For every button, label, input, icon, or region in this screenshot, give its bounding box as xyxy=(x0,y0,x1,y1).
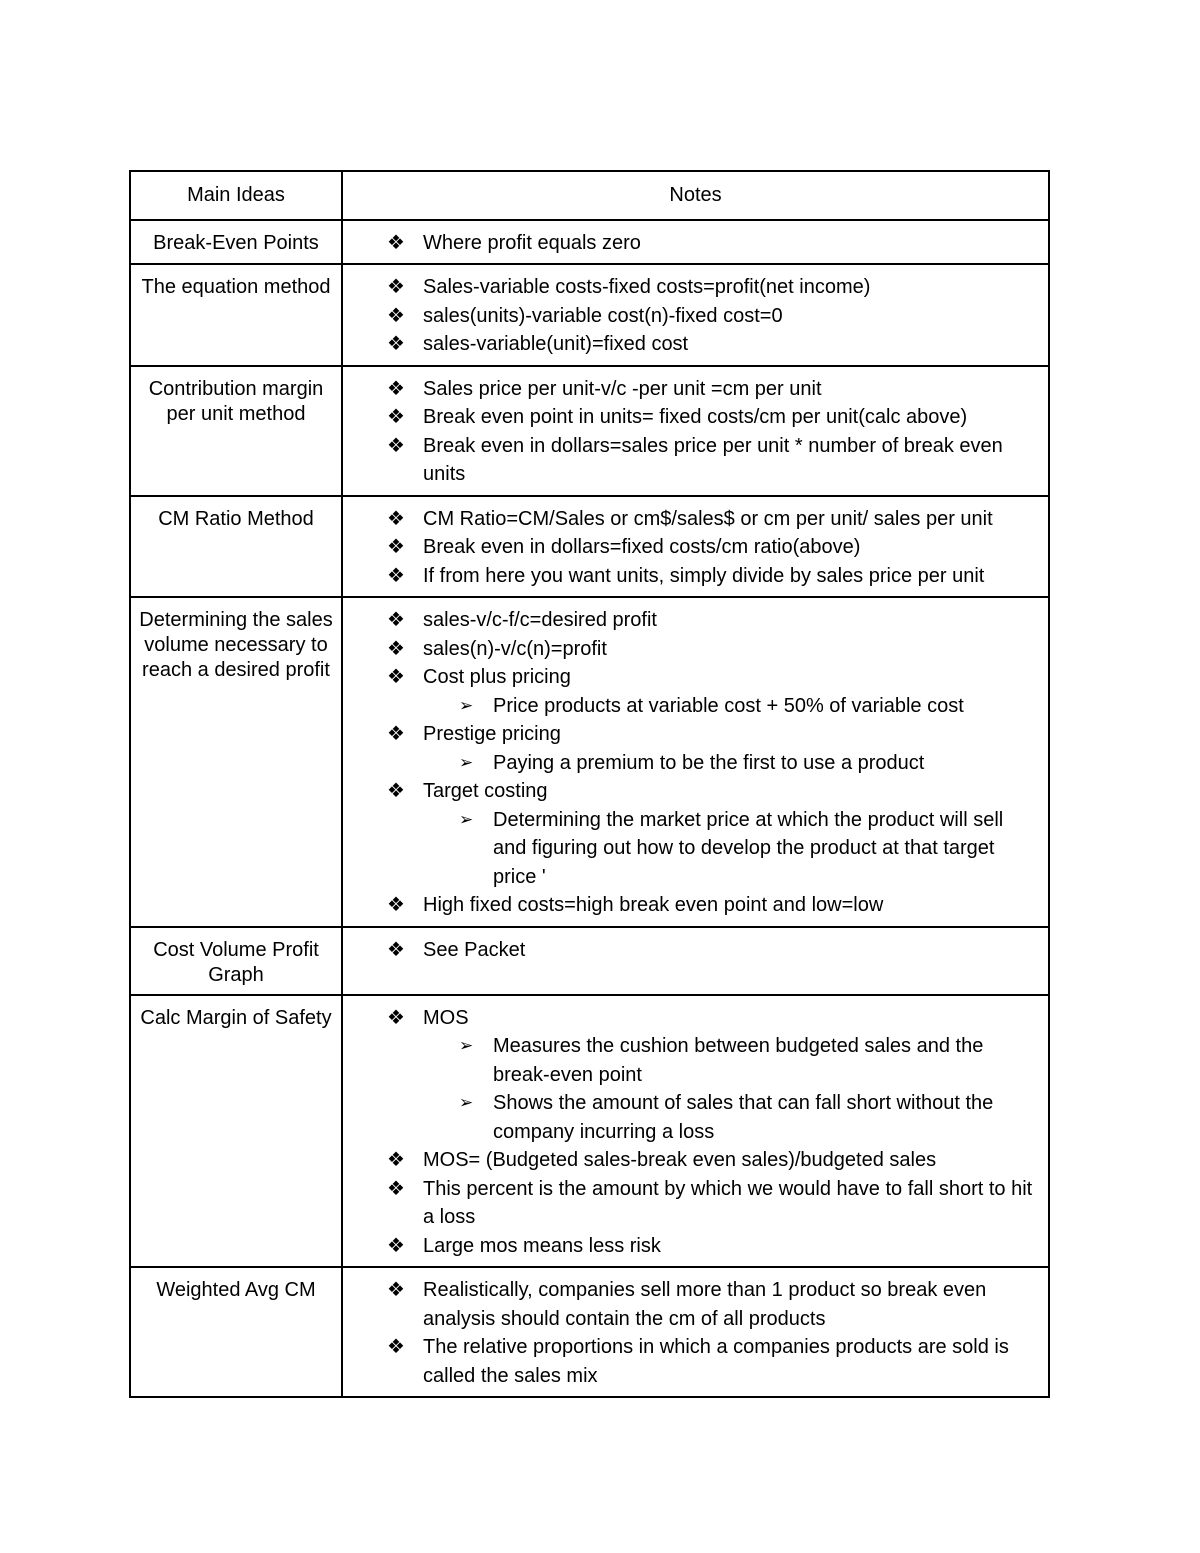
main-idea-cell: Contribution margin per unit method xyxy=(130,366,342,496)
note-item xyxy=(387,1175,1042,1232)
note-item xyxy=(387,403,1042,432)
main-idea-cell: Calc Margin of Safety xyxy=(130,995,342,1268)
note-text: High fixed costs=high break even point and low=low xyxy=(423,894,884,916)
note-item xyxy=(387,936,1042,965)
notes-list xyxy=(387,606,1042,920)
note-item xyxy=(387,273,1042,302)
note-item xyxy=(387,663,1042,720)
note-text: Large mos means less risk xyxy=(423,1234,661,1257)
diamond-bullet-icon: ❖ xyxy=(387,637,405,660)
diamond-bullet-icon: ❖ xyxy=(387,609,405,631)
note-item xyxy=(387,505,1042,534)
header-notes: Notes xyxy=(342,171,1049,220)
diamond-bullet-icon: ❖ xyxy=(387,894,405,916)
sub-notes-list xyxy=(423,749,1042,778)
main-idea-cell: Determining the sales volume necessary to reach a desired profit xyxy=(130,597,342,927)
diamond-bullet-icon: ❖ xyxy=(387,276,405,298)
notes-cell xyxy=(342,597,1049,927)
note-item xyxy=(387,606,1042,635)
note-item xyxy=(387,777,1042,891)
note-text: Break even point in units= fixed costs/cm per unit(calc above) xyxy=(423,406,968,428)
note-text: If from here you want units, simply divide by sales price per unit xyxy=(423,564,985,587)
diamond-bullet-icon: ❖ xyxy=(387,1279,405,1301)
note-text: This percent is the amount by which we would have to fall short to hit a loss xyxy=(423,1177,1033,1228)
table-row xyxy=(130,927,1049,995)
notes-list xyxy=(387,229,1042,258)
sub-note-text: Measures the cushion between budgeted sales and the break-even point xyxy=(493,1035,984,1086)
notes-list xyxy=(387,936,1042,965)
note-text: sales-variable(unit)=fixed cost xyxy=(423,333,689,355)
cornell-notes-table xyxy=(129,170,1050,1398)
note-text: MOS= (Budgeted sales-break even sales)/budgeted sales xyxy=(423,1149,937,1171)
sub-notes-list xyxy=(423,692,1042,721)
sub-notes-list xyxy=(423,806,1042,892)
note-text: Prestige pricing xyxy=(423,723,561,745)
table-row xyxy=(130,496,1049,598)
note-text: Break even in dollars=fixed costs/cm ratio(above) xyxy=(423,536,861,558)
diamond-bullet-icon: ❖ xyxy=(387,564,405,587)
note-item xyxy=(387,1004,1042,1147)
notes-cell xyxy=(342,220,1049,265)
diamond-bullet-icon: ❖ xyxy=(387,723,405,745)
note-item xyxy=(387,891,1042,920)
header-main-ideas: Main Ideas xyxy=(130,171,342,220)
arrow-bullet-icon: ➢ xyxy=(459,1093,474,1112)
sub-note-text: Price products at variable cost + 50% of variable cost xyxy=(493,694,964,717)
note-text: sales(n)-v/c(n)=profit xyxy=(423,637,607,660)
arrow-bullet-icon: ➢ xyxy=(459,809,474,829)
diamond-bullet-icon: ❖ xyxy=(387,536,405,558)
arrow-bullet-icon: ➢ xyxy=(459,752,474,772)
note-item xyxy=(387,533,1042,562)
note-text: MOS xyxy=(423,1006,469,1029)
sub-note-item xyxy=(423,692,1042,721)
table-row xyxy=(130,264,1049,366)
note-text: Target costing xyxy=(423,780,548,802)
diamond-bullet-icon: ❖ xyxy=(387,938,405,961)
notes-cell xyxy=(342,264,1049,366)
note-text: sales(units)-variable cost(n)-fixed cost=0 xyxy=(423,304,783,327)
sub-note-item xyxy=(423,749,1042,778)
table-row xyxy=(130,995,1049,1268)
diamond-bullet-icon: ❖ xyxy=(387,1177,405,1200)
main-idea-cell: Cost Volume Profit Graph xyxy=(130,927,342,995)
notes-list xyxy=(387,505,1042,591)
table-row xyxy=(130,366,1049,496)
note-text: Cost plus pricing xyxy=(423,666,571,688)
main-idea-cell: Break-Even Points xyxy=(130,220,342,265)
note-text: CM Ratio=CM/Sales or cm$/sales$ or cm per unit/ sales per unit xyxy=(423,507,993,530)
table-body xyxy=(130,171,1049,1397)
note-item xyxy=(387,635,1042,664)
sub-note-item xyxy=(423,1089,1042,1146)
table-row xyxy=(130,597,1049,927)
note-item xyxy=(387,1232,1042,1261)
note-text: Where profit equals zero xyxy=(423,231,641,254)
diamond-bullet-icon: ❖ xyxy=(387,1336,405,1358)
sub-note-text: Paying a premium to be the first to use a product xyxy=(493,751,925,774)
table-row xyxy=(130,1267,1049,1397)
note-item xyxy=(387,432,1042,489)
note-item xyxy=(387,720,1042,777)
notes-list xyxy=(387,273,1042,359)
note-text: Break even in dollars=sales price per unit * number of break even units xyxy=(423,434,1003,485)
note-item xyxy=(387,302,1042,331)
diamond-bullet-icon: ❖ xyxy=(387,507,405,530)
notes-list xyxy=(387,375,1042,489)
diamond-bullet-icon: ❖ xyxy=(387,304,405,327)
note-item xyxy=(387,330,1042,359)
main-idea-cell: The equation method xyxy=(130,264,342,366)
note-item xyxy=(387,1333,1042,1390)
note-text: See Packet xyxy=(423,938,526,961)
note-item xyxy=(387,1146,1042,1175)
diamond-bullet-icon: ❖ xyxy=(387,406,405,428)
main-idea-cell: CM Ratio Method xyxy=(130,496,342,598)
sub-note-text: Shows the amount of sales that can fall short without the company incurring a loss xyxy=(493,1092,994,1143)
notes-cell xyxy=(342,496,1049,598)
diamond-bullet-icon: ❖ xyxy=(387,1149,405,1171)
notes-list xyxy=(387,1276,1042,1390)
arrow-bullet-icon: ➢ xyxy=(459,695,474,715)
diamond-bullet-icon: ❖ xyxy=(387,780,405,802)
note-text: Sales-variable costs-fixed costs=profit(net income) xyxy=(423,276,871,298)
note-text: sales-v/c-f/c=desired profit xyxy=(423,609,657,631)
note-item xyxy=(387,562,1042,591)
arrow-bullet-icon: ➢ xyxy=(459,1036,474,1055)
diamond-bullet-icon: ❖ xyxy=(387,434,405,457)
main-idea-cell: Weighted Avg CM xyxy=(130,1267,342,1397)
diamond-bullet-icon: ❖ xyxy=(387,1006,405,1029)
diamond-bullet-icon: ❖ xyxy=(387,666,405,688)
notes-list xyxy=(387,1004,1042,1261)
note-item xyxy=(387,229,1042,258)
sub-notes-list xyxy=(423,1032,1042,1146)
note-text: Sales price per unit-v/c -per unit =cm per unit xyxy=(423,377,822,400)
table-row xyxy=(130,220,1049,265)
note-item xyxy=(387,1276,1042,1333)
notes-cell xyxy=(342,995,1049,1268)
note-item xyxy=(387,375,1042,404)
note-text: Realistically, companies sell more than 1 product so break even analysis should contain the cm of all products xyxy=(423,1279,987,1330)
notes-cell xyxy=(342,927,1049,995)
notes-cell xyxy=(342,1267,1049,1397)
note-text: The relative proportions in which a companies products are sold is called the sales mix xyxy=(423,1336,1009,1387)
sub-note-text: Determining the market price at which the product will sell and figuring out how to develop the product at that target price ' xyxy=(493,808,1004,888)
sub-note-item xyxy=(423,1032,1042,1089)
header-row xyxy=(130,171,1049,220)
diamond-bullet-icon: ❖ xyxy=(387,231,405,254)
diamond-bullet-icon: ❖ xyxy=(387,333,405,355)
diamond-bullet-icon: ❖ xyxy=(387,377,405,400)
diamond-bullet-icon: ❖ xyxy=(387,1234,405,1257)
notes-cell xyxy=(342,366,1049,496)
sub-note-item xyxy=(423,806,1042,892)
